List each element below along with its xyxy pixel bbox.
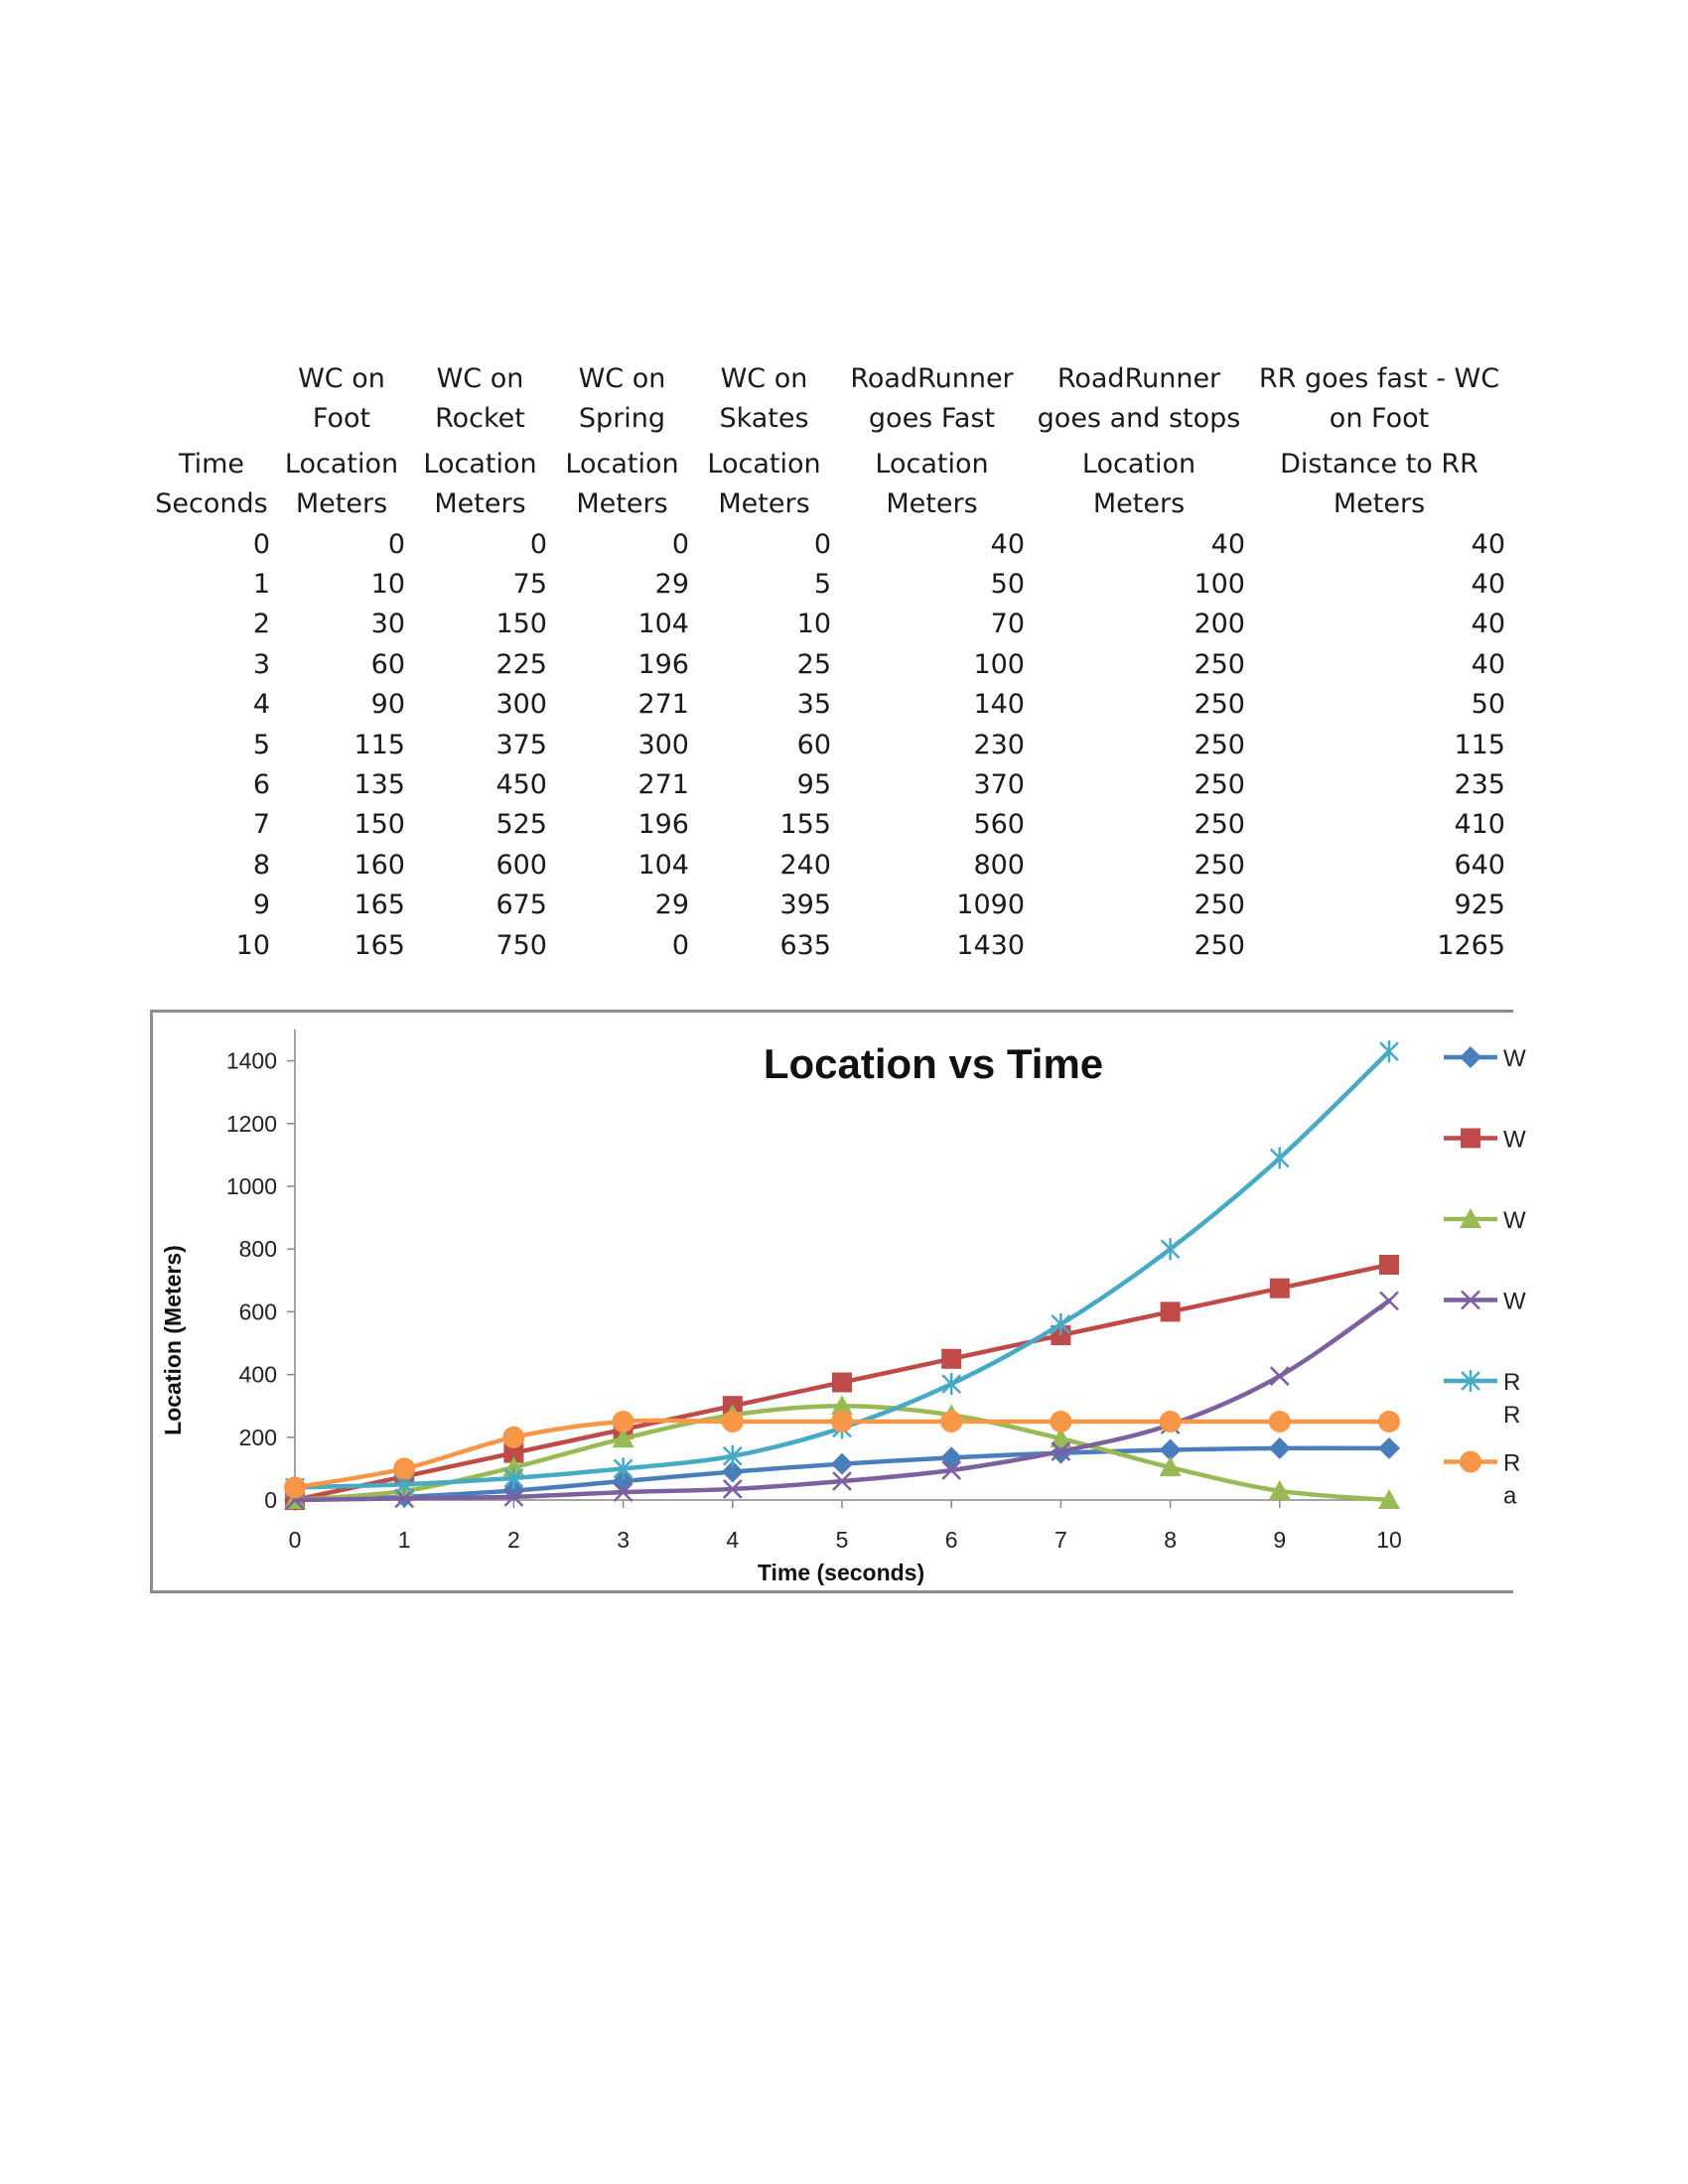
table-cell: 250 xyxy=(1194,689,1245,721)
column-title-3 xyxy=(551,359,693,439)
table-row xyxy=(149,524,1509,564)
table-cell: 115 xyxy=(1454,729,1505,760)
table-row xyxy=(149,644,1509,684)
table-cell: 675 xyxy=(495,889,547,921)
table-cell: 5 xyxy=(252,729,270,760)
table-cell: 225 xyxy=(495,648,547,680)
column-unit-5 xyxy=(835,439,1029,524)
data-point xyxy=(502,1427,524,1448)
column-title-6 xyxy=(1029,359,1249,439)
header-text-line: WC on xyxy=(578,363,666,394)
table-cell: 50 xyxy=(990,569,1025,601)
data-point xyxy=(722,1411,744,1433)
header-text-line: Location xyxy=(875,449,989,479)
table-cell: 150 xyxy=(495,609,547,640)
header-text-line: Meters xyxy=(1333,488,1426,519)
location-vs-time-chart xyxy=(153,1013,1526,1590)
data-point xyxy=(831,1411,853,1433)
table-row xyxy=(149,685,1509,725)
table-cell: 250 xyxy=(1194,769,1245,801)
header-text-line: goes and stops xyxy=(1037,403,1241,434)
table-row xyxy=(149,805,1509,845)
data-point xyxy=(1270,1279,1290,1298)
data-point xyxy=(1161,1301,1181,1321)
data-point xyxy=(940,1411,962,1433)
table-cell: 60 xyxy=(370,648,405,680)
data-point xyxy=(1380,1292,1398,1309)
header-text-line: Meters xyxy=(718,488,810,519)
header-text-line: on Foot xyxy=(1329,403,1430,434)
data-point xyxy=(1379,1255,1399,1275)
table-cell: 0 xyxy=(529,528,547,560)
table-cell: 10 xyxy=(370,569,405,601)
table-cell: 75 xyxy=(512,569,547,601)
header-text-line: Seconds xyxy=(155,488,268,519)
table-cell: 640 xyxy=(1454,849,1505,881)
table-cell: 29 xyxy=(654,889,689,921)
table-body xyxy=(149,524,1509,965)
column-title-0 xyxy=(149,359,274,439)
header-text-line: Skates xyxy=(719,403,809,434)
table-cell: 1 xyxy=(252,569,270,601)
x-tick-label: 4 xyxy=(726,1527,740,1553)
table-cell: 140 xyxy=(973,689,1025,721)
table-cell: 4 xyxy=(252,689,270,721)
table-cell: 160 xyxy=(353,849,405,881)
header-text-line: RoadRunner xyxy=(1056,363,1221,394)
table-cell: 1430 xyxy=(956,929,1025,961)
table-cell: 165 xyxy=(353,929,405,961)
data-table xyxy=(149,359,1509,965)
table-cell: 235 xyxy=(1454,769,1505,801)
header-text-line: Meters xyxy=(576,488,668,519)
table-cell: 1265 xyxy=(1437,929,1505,961)
table-cell: 135 xyxy=(353,769,405,801)
data-point xyxy=(941,1349,961,1369)
data-point xyxy=(1271,1148,1289,1169)
table-cell: 271 xyxy=(637,689,689,721)
table-cell: 29 xyxy=(654,569,689,601)
table-cell: 95 xyxy=(796,769,831,801)
table-cell: 10 xyxy=(235,929,270,961)
table-cell: 600 xyxy=(495,849,547,881)
table-cell: 5 xyxy=(813,569,831,601)
table-cell: 800 xyxy=(973,849,1025,881)
table-cell: 250 xyxy=(1194,929,1245,961)
table-cell: 10 xyxy=(796,609,831,640)
table-cell: 560 xyxy=(973,809,1025,841)
x-tick-label: 0 xyxy=(288,1527,302,1553)
header-text-line: goes Fast xyxy=(868,403,996,434)
y-axis-title: Location (Meters) xyxy=(160,1245,186,1435)
table-cell: 150 xyxy=(353,809,405,841)
data-point xyxy=(1162,1238,1180,1260)
table-cell: 2 xyxy=(252,609,270,640)
chart-frame xyxy=(150,1010,1526,1593)
data-point xyxy=(1378,1437,1400,1459)
legend-label: R xyxy=(1503,1449,1521,1477)
column-unit-3 xyxy=(551,439,693,524)
data-point xyxy=(1052,1313,1069,1335)
chart-title: Location vs Time xyxy=(763,1040,1104,1087)
table-cell: 25 xyxy=(796,648,831,680)
column-unit-6 xyxy=(1029,439,1249,524)
y-tick-label: 400 xyxy=(238,1361,277,1388)
table-cell: 395 xyxy=(779,889,831,921)
table-cell: 271 xyxy=(637,769,689,801)
legend-marker xyxy=(1460,1046,1481,1068)
column-unit-2 xyxy=(409,439,551,524)
y-tick-label: 1400 xyxy=(225,1047,277,1074)
table-cell: 155 xyxy=(779,809,831,841)
y-tick-label: 0 xyxy=(264,1487,277,1513)
data-point xyxy=(1380,1040,1398,1062)
header-text-line: RR goes fast - WC xyxy=(1258,363,1500,394)
table-cell: 1090 xyxy=(956,889,1025,921)
column-unit-7 xyxy=(1249,439,1509,524)
data-point xyxy=(284,1476,306,1498)
column-title-2 xyxy=(409,359,551,439)
table-cell: 450 xyxy=(495,769,547,801)
legend-label: W xyxy=(1503,1045,1526,1072)
x-axis-title: Time (seconds) xyxy=(757,1560,925,1585)
table-cell: 250 xyxy=(1194,809,1245,841)
header-text-line: Meters xyxy=(1092,488,1186,519)
data-point xyxy=(831,1453,853,1475)
data-point xyxy=(613,1411,634,1433)
table-cell: 0 xyxy=(387,528,405,560)
table-cell: 375 xyxy=(495,729,547,760)
x-tick-label: 10 xyxy=(1376,1527,1402,1553)
table-cell: 7 xyxy=(252,809,270,841)
column-unit-4 xyxy=(693,439,835,524)
table-cell: 250 xyxy=(1194,729,1245,760)
table-cell: 200 xyxy=(1194,609,1245,640)
table-cell: 90 xyxy=(370,689,405,721)
table-cell: 525 xyxy=(495,809,547,841)
data-point xyxy=(1050,1411,1071,1433)
header-text-line: Location xyxy=(423,449,537,479)
table-cell: 196 xyxy=(637,809,689,841)
table-cell: 0 xyxy=(671,929,689,961)
table-cell: 40 xyxy=(1471,609,1505,640)
table-row xyxy=(149,764,1509,804)
x-tick-label: 7 xyxy=(1055,1527,1067,1553)
header-unit-row xyxy=(149,439,1509,524)
table-cell: 40 xyxy=(1471,569,1505,601)
column-unit-0 xyxy=(149,439,274,524)
table-cell: 70 xyxy=(990,609,1025,640)
table-cell: 100 xyxy=(973,648,1025,680)
legend-marker xyxy=(1460,1451,1481,1473)
header-text-line: Rocket xyxy=(435,403,525,434)
table-cell: 40 xyxy=(1210,528,1245,560)
header-text-line: Meters xyxy=(886,488,978,519)
table-cell: 104 xyxy=(637,609,689,640)
table-cell: 3 xyxy=(252,648,270,680)
x-tick-label: 2 xyxy=(507,1527,520,1553)
table-cell: 230 xyxy=(973,729,1025,760)
x-tick-label: 5 xyxy=(835,1527,849,1553)
table-cell: 250 xyxy=(1194,849,1245,881)
table-cell: 925 xyxy=(1454,889,1505,921)
column-title-4 xyxy=(693,359,835,439)
table-cell: 40 xyxy=(990,528,1025,560)
header-text-line: Meters xyxy=(295,488,388,519)
table-cell: 250 xyxy=(1194,889,1245,921)
table-cell: 0 xyxy=(813,528,831,560)
table-row xyxy=(149,886,1509,925)
table-cell: 750 xyxy=(495,929,547,961)
table-row xyxy=(149,725,1509,764)
legend-label: a xyxy=(1503,1482,1517,1510)
table-cell: 6 xyxy=(252,769,270,801)
data-point xyxy=(1269,1437,1291,1459)
table-cell: 60 xyxy=(796,729,831,760)
table-cell: 250 xyxy=(1194,648,1245,680)
header-text-line: RoadRunner xyxy=(850,363,1014,394)
x-tick-label: 1 xyxy=(397,1527,411,1553)
header-text-line: Location xyxy=(284,449,399,479)
table-cell: 196 xyxy=(637,648,689,680)
data-point xyxy=(1160,1411,1182,1433)
header-text-line: WC on xyxy=(436,363,524,394)
table-cell: 100 xyxy=(1194,569,1245,601)
table-cell: 30 xyxy=(370,609,405,640)
header-text-line: Foot xyxy=(312,403,371,434)
table-cell: 635 xyxy=(779,929,831,961)
legend-label: W xyxy=(1503,1207,1526,1234)
table-row xyxy=(149,564,1509,604)
table-cell: 370 xyxy=(973,769,1025,801)
header-text-line: Distance to RR xyxy=(1280,449,1478,479)
column-title-5 xyxy=(835,359,1029,439)
data-point xyxy=(393,1457,415,1479)
data-point xyxy=(832,1373,852,1393)
y-tick-label: 600 xyxy=(238,1298,277,1325)
x-tick-label: 6 xyxy=(944,1527,958,1553)
legend-marker xyxy=(1461,1129,1480,1149)
x-tick-label: 8 xyxy=(1164,1527,1177,1553)
table-cell: 410 xyxy=(1454,809,1505,841)
column-title-7 xyxy=(1249,359,1509,439)
table-cell: 165 xyxy=(353,889,405,921)
table-cell: 40 xyxy=(1471,648,1505,680)
table-cell: 35 xyxy=(796,689,831,721)
header-text-line: WC on xyxy=(720,363,808,394)
table-cell: 9 xyxy=(252,889,270,921)
data-point xyxy=(942,1373,960,1395)
y-tick-label: 200 xyxy=(238,1424,277,1450)
header-text-line: WC on xyxy=(298,363,385,394)
table-cell: 0 xyxy=(671,528,689,560)
header-text-line: Meters xyxy=(434,488,526,519)
data-point xyxy=(1271,1367,1289,1385)
header-text-line: Location xyxy=(565,449,679,479)
header-text-line: Location xyxy=(1081,449,1196,479)
legend-label: R xyxy=(1503,1369,1521,1396)
table-cell: 40 xyxy=(1471,528,1505,560)
column-unit-1 xyxy=(274,439,409,524)
table-cell: 300 xyxy=(495,689,547,721)
table-cell: 50 xyxy=(1471,689,1505,721)
legend xyxy=(1444,1045,1526,1510)
y-tick-label: 800 xyxy=(238,1236,277,1263)
table-cell: 300 xyxy=(637,729,689,760)
header-text-line: Time xyxy=(178,449,245,479)
header-title-row xyxy=(149,359,1509,439)
table-cell: 240 xyxy=(779,849,831,881)
data-point xyxy=(940,1446,962,1468)
table-row xyxy=(149,605,1509,644)
table-cell: 115 xyxy=(353,729,405,760)
table-cell: 8 xyxy=(252,849,270,881)
legend-label: W xyxy=(1503,1126,1526,1154)
table-row xyxy=(149,925,1509,965)
legend-label: W xyxy=(1503,1288,1526,1315)
table-cell: 104 xyxy=(637,849,689,881)
header-text-line: Spring xyxy=(578,403,666,434)
header-text-line: Location xyxy=(707,449,821,479)
y-tick-label: 1000 xyxy=(225,1173,277,1199)
y-tick-label: 1200 xyxy=(225,1110,277,1137)
column-title-1 xyxy=(274,359,409,439)
x-tick-label: 3 xyxy=(617,1527,630,1553)
legend-label: R xyxy=(1503,1402,1521,1429)
data-point xyxy=(1269,1411,1291,1433)
table-cell: 0 xyxy=(252,528,270,560)
data-point xyxy=(1378,1411,1400,1433)
x-tick-label: 9 xyxy=(1273,1527,1287,1553)
table-row xyxy=(149,845,1509,885)
